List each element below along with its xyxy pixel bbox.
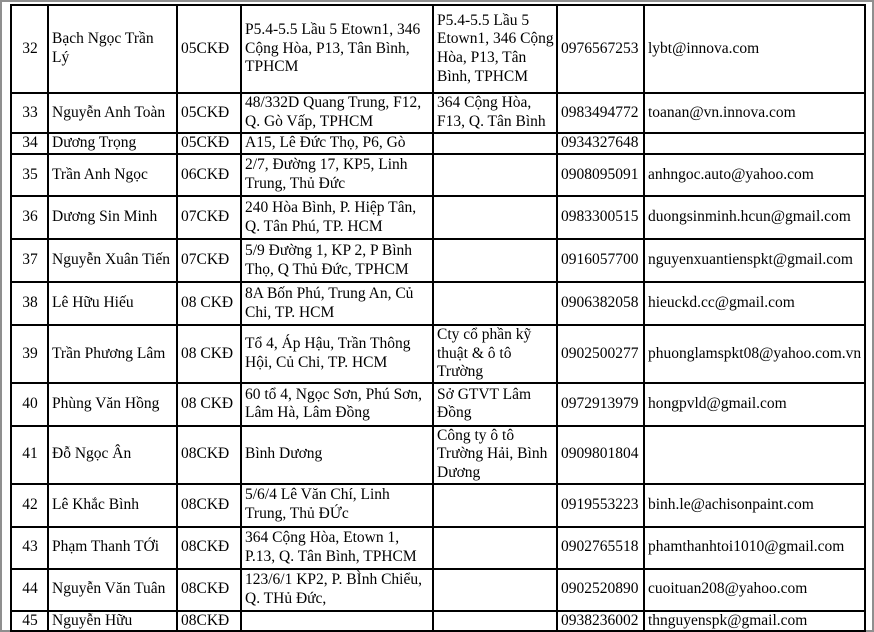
cell-email: hongpvld@gmail.com	[644, 383, 865, 426]
table-row	[11, 484, 865, 527]
cell-address: P5.4-5.5 Lầu 5 Etown1, 346 Cộng Hòa, P13, Tân Bình, TPHCM	[241, 5, 433, 93]
cell-code: 06CKĐ	[177, 154, 241, 196]
cell-address: Tổ 4, Áp Hậu, Trần Thông Hội, Củ Chi, TP. HCM	[241, 325, 433, 383]
table-row	[11, 5, 865, 93]
table-row	[11, 527, 865, 569]
cell-address: 5/9 Đường 1, KP 2, P Bình Thọ, Q Thủ Đức, TPHCM	[241, 239, 433, 282]
cell-index: 41	[11, 426, 48, 484]
table-row	[11, 196, 865, 239]
cell-address: 8A Bốn Phú, Trung An, Củ Chi, TP. HCM	[241, 282, 433, 325]
cell-code: 07CKĐ	[177, 196, 241, 239]
cell-index: 36	[11, 196, 48, 239]
cell-name: Dương Sin Minh	[48, 196, 177, 239]
cell-name: Phùng Văn Hồng	[48, 383, 177, 426]
cell-email: cuoituan208@yahoo.com	[644, 569, 865, 611]
table-row	[11, 282, 865, 325]
cell-name: Trần Anh Ngọc	[48, 154, 177, 196]
cell-index: 45	[11, 611, 48, 632]
cell-code: 07CKĐ	[177, 239, 241, 282]
cell-index: 39	[11, 325, 48, 383]
cell-name: Phạm Thanh TỚi	[48, 527, 177, 569]
cell-index: 37	[11, 239, 48, 282]
table-row	[11, 154, 865, 196]
cell-code: 08CKĐ	[177, 611, 241, 632]
cell-phone: 0976567253	[557, 5, 644, 93]
cell-name: Nguyễn Văn Tuân	[48, 569, 177, 611]
cell-code: 05CKĐ	[177, 5, 241, 93]
cell-phone: 0908095091	[557, 154, 644, 196]
table-row	[11, 383, 865, 426]
table-row	[11, 611, 865, 632]
cell-name: Lê Khắc Bình	[48, 484, 177, 527]
cell-address	[241, 611, 433, 632]
cell-code: 05CKĐ	[177, 93, 241, 133]
cell-email: phuonglamspkt08@yahoo.com.vn	[644, 325, 865, 383]
cell-phone: 0902500277	[557, 325, 644, 383]
cell-code: 08CKĐ	[177, 569, 241, 611]
cell-name: Trần Phương Lâm	[48, 325, 177, 383]
cell-workplace	[433, 239, 557, 282]
cell-phone: 0934327648	[557, 133, 644, 154]
cell-address: 240 Hòa Bình, P. Hiệp Tân, Q. Tân Phú, TP. HCM	[241, 196, 433, 239]
cell-workplace	[433, 527, 557, 569]
cell-address: 364 Cộng Hòa, Etown 1, P.13, Q. Tân Bình, TPHCM	[241, 527, 433, 569]
cell-index: 38	[11, 282, 48, 325]
cell-email: thnguyenspk@gmail.com	[644, 611, 865, 632]
cell-code: 08CKĐ	[177, 426, 241, 484]
cell-name: Đỗ Ngọc Ân	[48, 426, 177, 484]
cell-address: 48/332D Quang Trung, F12, Q. Gò Vấp, TPHCM	[241, 93, 433, 133]
cell-email: anhngoc.auto@yahoo.com	[644, 154, 865, 196]
table-row	[11, 133, 865, 154]
cell-email	[644, 426, 865, 484]
cell-email	[644, 133, 865, 154]
cell-index: 34	[11, 133, 48, 154]
cell-index: 43	[11, 527, 48, 569]
cell-name: Nguyễn Anh Toàn	[48, 93, 177, 133]
cell-workplace: P5.4-5.5 Lầu 5 Etown1, 346 Cộng Hòa, P13, Tân Bình, TPHCM	[433, 5, 557, 93]
cell-address: Bình Dương	[241, 426, 433, 484]
table-row	[11, 569, 865, 611]
cell-name: Lê Hữu Hiếu	[48, 282, 177, 325]
cell-phone: 0909801804	[557, 426, 644, 484]
cell-name: Nguyễn Xuân Tiến	[48, 239, 177, 282]
cell-phone: 0972913979	[557, 383, 644, 426]
cell-workplace: Cty cổ phần kỹ thuật & ô tô Trường	[433, 325, 557, 383]
cell-workplace	[433, 282, 557, 325]
cell-name: Bạch Ngọc Trần Lý	[48, 5, 177, 93]
cell-workplace	[433, 569, 557, 611]
cell-workplace	[433, 611, 557, 632]
cell-email: lybt@innova.com	[644, 5, 865, 93]
cell-address: 123/6/1 KP2, P. BÌnh Chiểu, Q. THủ Đức,	[241, 569, 433, 611]
cell-code: 08 CKĐ	[177, 383, 241, 426]
cell-email: duongsinminh.hcun@gmail.com	[644, 196, 865, 239]
table-row	[11, 426, 865, 484]
cell-phone: 0916057700	[557, 239, 644, 282]
cell-index: 40	[11, 383, 48, 426]
cell-index: 33	[11, 93, 48, 133]
cell-name: Dương Trọng	[48, 133, 177, 154]
table-row	[11, 93, 865, 133]
cell-phone: 0902520890	[557, 569, 644, 611]
cell-code: 08CKĐ	[177, 484, 241, 527]
cell-phone: 0906382058	[557, 282, 644, 325]
cell-workplace: Công ty ô tô Trường Hải, Bình Dương	[433, 426, 557, 484]
cell-address: 60 tổ 4, Ngọc Sơn, Phú Sơn, Lâm Hà, Lâm Đồng	[241, 383, 433, 426]
cell-phone: 0983300515	[557, 196, 644, 239]
cell-index: 42	[11, 484, 48, 527]
contact-table-body	[11, 5, 865, 631]
cell-index: 32	[11, 5, 48, 93]
cell-workplace	[433, 196, 557, 239]
cell-phone: 0983494772	[557, 93, 644, 133]
cell-address: A15, Lê Đức Thọ, P6, Gò	[241, 133, 433, 154]
cell-email: phamthanhtoi1010@gmail.com	[644, 527, 865, 569]
table-row	[11, 325, 865, 383]
cell-workplace: Sở GTVT Lâm Đồng	[433, 383, 557, 426]
cell-phone: 0938236002	[557, 611, 644, 632]
table-row	[11, 239, 865, 282]
cell-workplace	[433, 133, 557, 154]
cell-code: 08 CKĐ	[177, 282, 241, 325]
cell-address: 2/7, Đường 17, KP5, Linh Trung, Thủ Đức	[241, 154, 433, 196]
cell-name: Nguyễn Hữu	[48, 611, 177, 632]
cell-phone: 0902765518	[557, 527, 644, 569]
cell-workplace	[433, 154, 557, 196]
cell-workplace	[433, 484, 557, 527]
cell-code: 08CKĐ	[177, 527, 241, 569]
cell-index: 35	[11, 154, 48, 196]
cell-address: 5/6/4 Lê Văn Chí, Linh Trung, Thủ ĐỨc	[241, 484, 433, 527]
cell-workplace: 364 Cộng Hòa, F13, Q. Tân Bình	[433, 93, 557, 133]
cell-code: 08 CKĐ	[177, 325, 241, 383]
cell-email: nguyenxuantienspkt@gmail.com	[644, 239, 865, 282]
cell-index: 44	[11, 569, 48, 611]
cell-email: toanan@vn.innova.com	[644, 93, 865, 133]
contact-table	[10, 4, 866, 632]
cell-phone: 0919553223	[557, 484, 644, 527]
cell-email: binh.le@achisonpaint.com	[644, 484, 865, 527]
cell-code: 05CKĐ	[177, 133, 241, 154]
cell-email: hieuckd.cc@gmail.com	[644, 282, 865, 325]
